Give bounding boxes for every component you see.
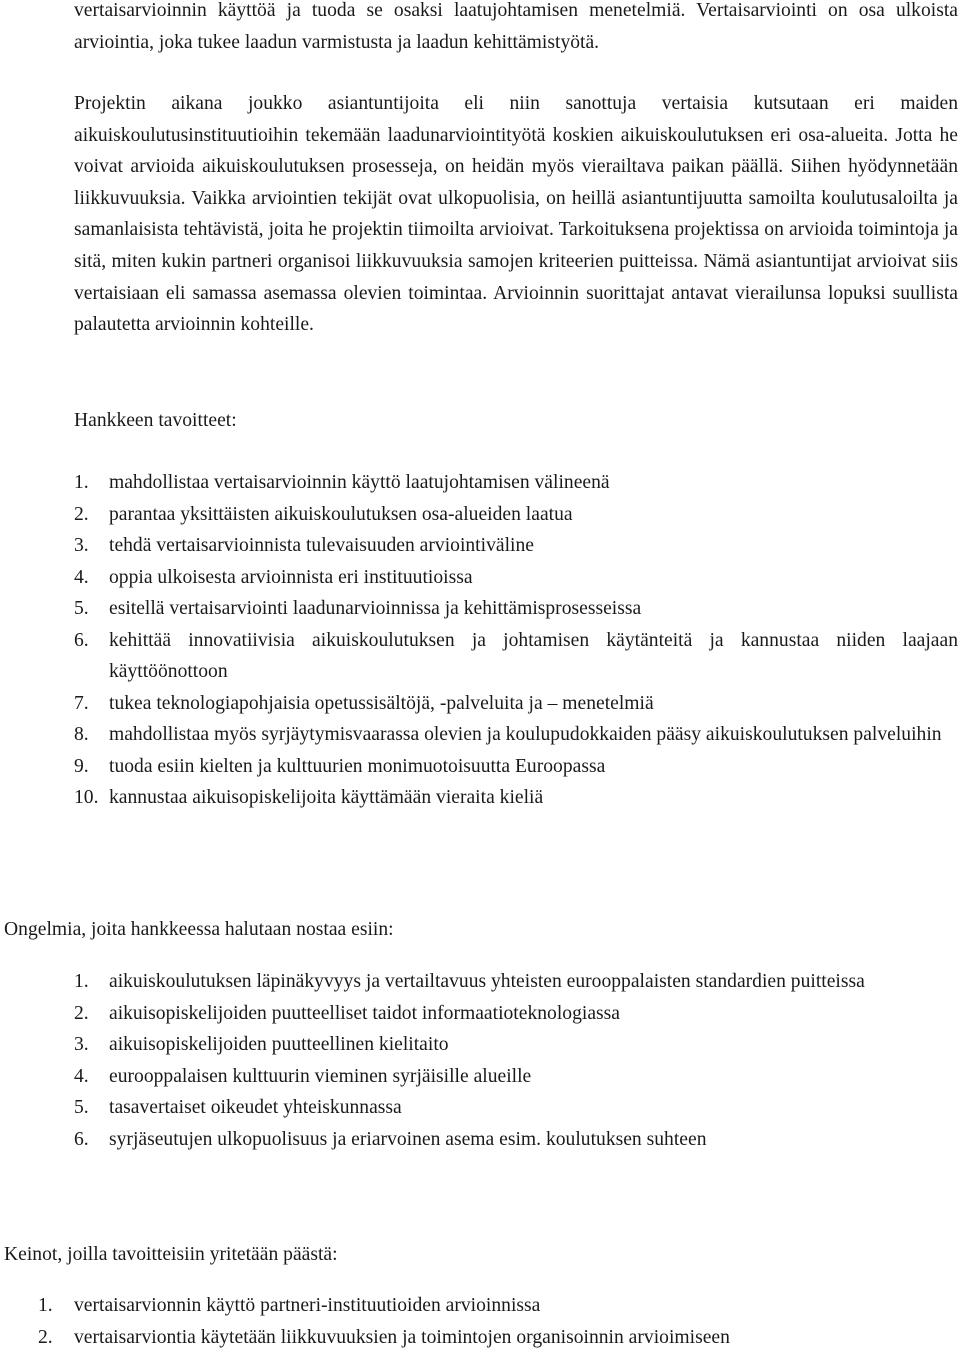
intro-paragraph: vertaisarvioinnin käyttöä ja tuoda se osaksi laatujohtamisen menetelmiä. Vertaisarviointi on osa ulkoista arviointia, joka tukee laadun varmistusta ja laadun kehittämistyötä. [74,0,958,58]
list-number: 10. [74,782,99,814]
list-item [38,1290,958,1322]
list-item [74,719,958,751]
list-item [38,1322,958,1353]
list-text: aikuisopiskelijoiden puutteelliset taidot informaatioteknologiassa [74,998,958,1030]
problems-heading: Ongelmia, joita hankkeessa halutaan nostaa esiin: [4,914,394,946]
list-item [74,625,958,688]
project-paragraph: Projektin aikana joukko asiantuntijoita eli niin sanottuja vertaisia kutsutaan eri maiden aikuiskoulutusinstituutioihin tekemään laadunarviointityötä koskien aikuiskoulutuksen eri osa-alueita. Jotta he voivat arvioida aikuiskoulutuksen prosesseja, on heidän myös vierailtava paikan päällä. Siihen hyödynnetään liikkuvuuksia. Vaikka arviointien tekijät ovat ulkopuolisia, on heillä asiantuntijuutta samoilta koulutusaloilta ja samanlaisista tehtävistä, joita he projektin tiimoilta arvioivat. Tarkoituksena projektissa on arvioida toimintoja ja sitä, miten kukin partneri organisoi liikkuvuuksia samojen kriteerien puitteissa. Nämä asiantuntijat arvioivat siis vertaisiaan eli samassa asemassa olevien toimintaa. Arvioinnin suorittajat antavat vierailunsa lopuksi suullista palautetta arvioinnin kohteille. [74,88,958,341]
list-number: 6. [74,1124,89,1156]
means-heading: Keinot, joilla tavoitteisiin yritetään päästä: [4,1239,338,1271]
list-number: 3. [74,530,89,562]
list-text: esitellä vertaisarviointi laadunarvioinnissa ja kehittämisprosesseissa [74,593,958,625]
list-number: 7. [74,688,89,720]
list-number: 2. [74,998,89,1030]
list-number: 4. [74,562,89,594]
list-item [74,782,958,814]
list-number: 2. [38,1322,53,1353]
list-text: kannustaa aikuisopiskelijoita käyttämään vieraita kieliä [74,782,958,814]
list-text: eurooppalaisen kulttuurin vieminen syrjäisille alueille [74,1061,958,1093]
list-text: mahdollistaa vertaisarvioinnin käyttö laatujohtamisen välineenä [74,467,958,499]
list-number: 5. [74,593,89,625]
means-list [38,1290,958,1353]
goals-list [74,467,958,814]
list-text: tasavertaiset oikeudet yhteiskunnassa [74,1092,958,1124]
list-text: kehittää innovatiivisia aikuiskoulutuksen ja johtamisen käytänteitä ja kannustaa niiden laajaan käyttöönottoon [74,625,958,688]
list-number: 1. [74,467,89,499]
problems-list [74,966,958,1155]
list-item [74,1124,958,1156]
list-item [74,1061,958,1093]
list-text: syrjäseutujen ulkopuolisuus ja eriarvoinen asema esim. koulutuksen suhteen [74,1124,958,1156]
goals-heading: Hankkeen tavoitteet: [74,405,237,437]
list-item [74,998,958,1030]
list-item [74,1092,958,1124]
list-number: 9. [74,751,89,783]
list-text: aikuiskoulutuksen läpinäkyvyys ja vertailtavuus yhteisten eurooppalaisten standardien puitteissa [74,966,958,998]
list-item [74,562,958,594]
list-text: mahdollistaa myös syrjäytymisvaarassa olevien ja koulupudokkaiden pääsy aikuiskoulutuksen palveluihin [74,719,958,751]
list-item [74,966,958,998]
list-number: 6. [74,625,89,657]
list-item [74,1029,958,1061]
list-number: 3. [74,1029,89,1061]
list-text: vertaisarvionnin käyttö partneri-instituutioiden arvioinnissa [38,1290,958,1322]
list-item [74,593,958,625]
list-number: 5. [74,1092,89,1124]
list-number: 2. [74,499,89,531]
list-item [74,751,958,783]
list-item [74,530,958,562]
list-item [74,499,958,531]
list-number: 4. [74,1061,89,1093]
list-number: 8. [74,719,89,751]
list-number: 1. [74,966,89,998]
list-text: tehdä vertaisarvioinnista tulevaisuuden arviointiväline [74,530,958,562]
list-text: parantaa yksittäisten aikuiskoulutuksen osa-alueiden laatua [74,499,958,531]
list-text: aikuisopiskelijoiden puutteellinen kielitaito [74,1029,958,1061]
list-text: tukea teknologiapohjaisia opetussisältöjä, -palveluita ja – menetelmiä [74,688,958,720]
list-text: tuoda esiin kielten ja kulttuurien monimuotoisuutta Euroopassa [74,751,958,783]
list-item [74,688,958,720]
list-text: vertaisarviontia käytetään liikkuvuuksien ja toimintojen organisoinnin arvioimiseen [38,1322,958,1353]
list-number: 1. [38,1290,53,1322]
list-text: oppia ulkoisesta arvioinnista eri instituutioissa [74,562,958,594]
list-item [74,467,958,499]
